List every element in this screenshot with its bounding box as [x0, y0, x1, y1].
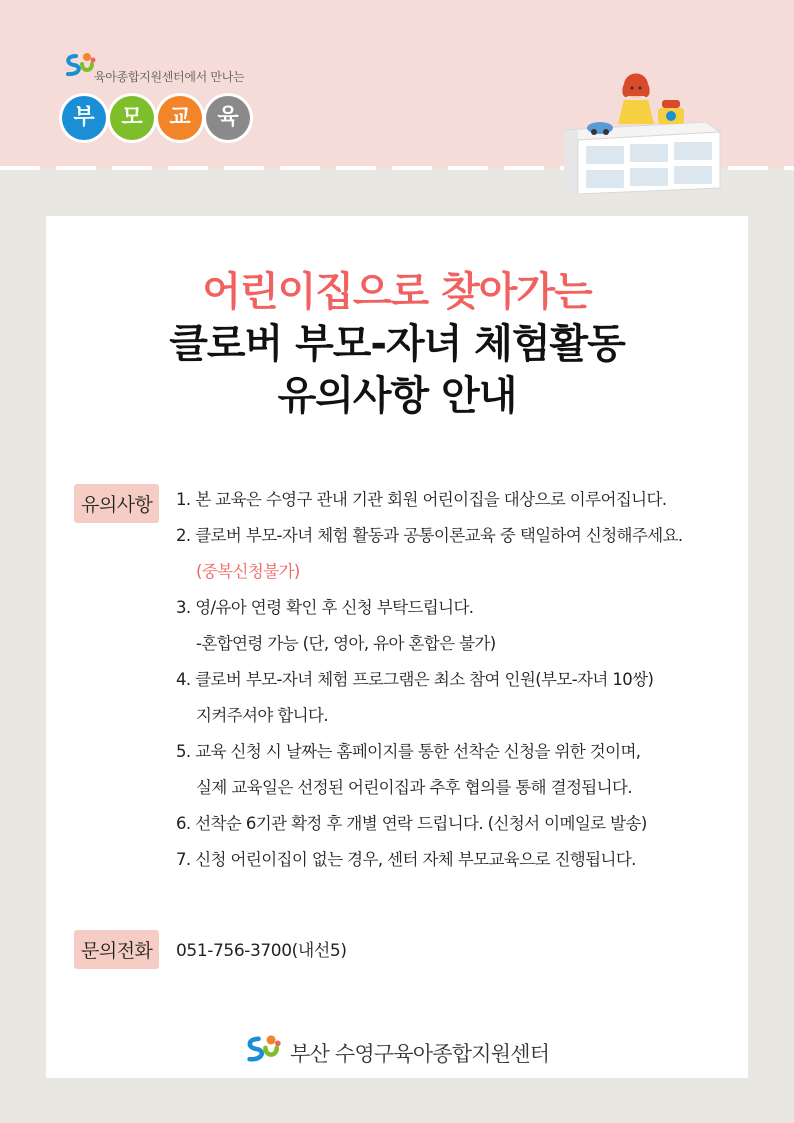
badge-yuk: 육: [206, 96, 250, 140]
contact-tag: 문의전화: [74, 930, 159, 969]
parent-education-badges: [62, 96, 254, 142]
notice-tag: 유의사항: [74, 484, 159, 523]
notice-line: 1. 본 교육은 수영구 관내 기관 회원 어린이집을 대상으로 이루어집니다.: [176, 490, 667, 509]
title-line-3: 유의사항 안내: [277, 373, 517, 419]
badge-mo: 모: [110, 96, 154, 140]
title-line-1: 어린이집으로 찾아가는: [202, 269, 592, 315]
toy-shelf-illustration: [556, 70, 726, 194]
notice-line: 2. 클로버 부모-자녀 체험 활동과 공통이론교육 중 택일하여 신청해주세요.: [176, 526, 683, 545]
notice-card: [46, 216, 748, 1078]
notice-list: [176, 482, 748, 878]
badge-gyo: 교: [158, 96, 202, 140]
notice-line-highlight: (중복신청불가): [196, 562, 300, 581]
footer-org-name: 부산 수영구육아종합지원센터: [290, 1042, 550, 1066]
notice-line: 3. 영/유아 연령 확인 후 신청 부탁드립니다.: [176, 598, 474, 617]
notice-line: 4. 클로버 부모-자녀 체험 프로그램은 최소 참여 인원(부모-자녀 10쌍): [176, 670, 654, 689]
contact-phone: 051-756-3700(내선5): [176, 941, 347, 961]
title-line-2: 클로버 부모-자녀 체험활동: [169, 321, 625, 367]
notice-line: 실제 교육일은 선정된 어린이집과 추후 협의를 통해 결정됩니다.: [196, 778, 632, 797]
notice-line: 6. 선착순 6기관 확정 후 개별 연락 드립니다. (신청서 이메일로 발송): [176, 814, 647, 833]
header-subtitle: 육아종합지원센터에서 만나는: [94, 70, 245, 84]
notice-line: 7. 신청 어린이집이 없는 경우, 센터 자체 부모교육으로 진행됩니다.: [176, 850, 636, 869]
center-logo-icon: [62, 50, 96, 80]
notice-line: 지켜주셔야 합니다.: [196, 706, 329, 725]
center-logo-icon: [242, 1032, 282, 1066]
notice-line: -혼합연령 가능 (단, 영아, 유아 혼합은 불가): [196, 634, 496, 653]
title-main: [46, 318, 748, 422]
notice-line: 5. 교육 신청 시 날짜는 홈페이지를 통한 선착순 신청을 위한 것이며,: [176, 742, 641, 761]
badge-bu: 부: [62, 96, 106, 140]
